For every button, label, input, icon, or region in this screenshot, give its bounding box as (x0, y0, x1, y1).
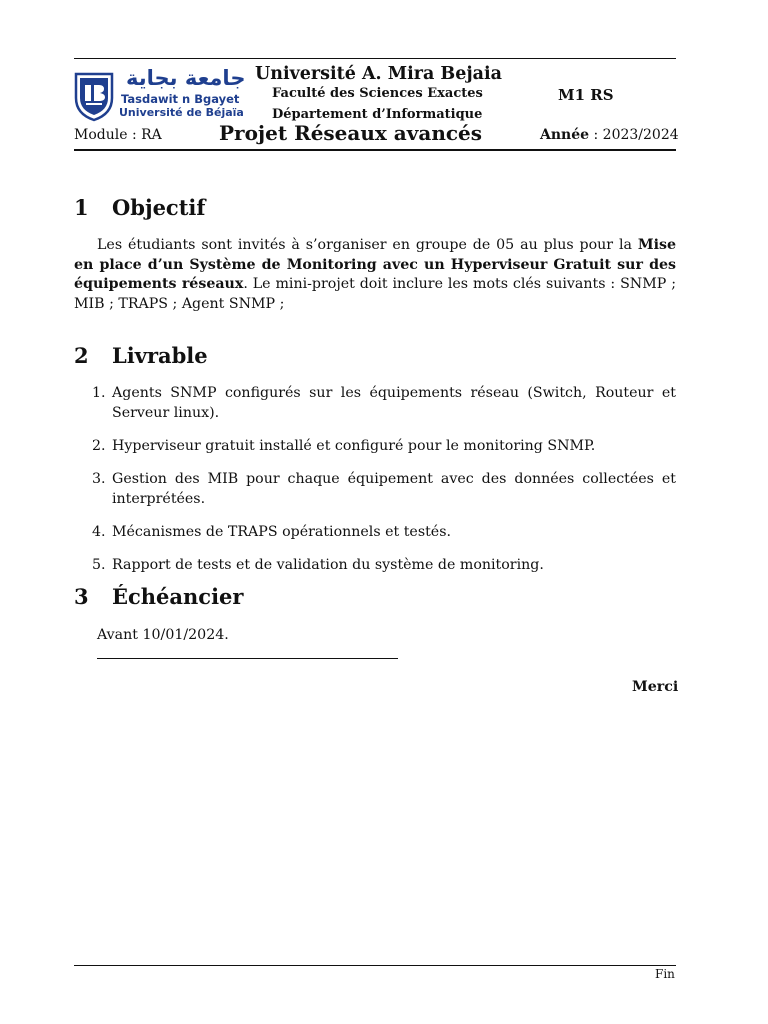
livrable-list (74, 384, 676, 589)
level-label: M1 RS (558, 86, 614, 104)
section-title: Échéancier (112, 584, 244, 609)
list-item-text: Agents SNMP configurés sur les équipements réseau (Switch, Routeur et Serveur linux). (112, 385, 676, 421)
objectif-text-before: Les étudiants sont invités à s’organiser en groupe de 05 au plus pour la (97, 237, 638, 253)
list-item-text: Hyperviseur gratuit installé et configuré pour le monitoring SNMP. (112, 437, 596, 454)
closing-text: Merci (632, 679, 679, 695)
university-name: Université A. Mira Bejaia (255, 64, 502, 84)
list-item (74, 384, 676, 423)
list-item-number: 3. (92, 470, 106, 487)
list-item (74, 556, 676, 576)
logo-line-1: Tasdawit n Bgayet (121, 92, 240, 106)
deadline-text: Avant 10/01/2024. (97, 627, 229, 643)
section-echeancier-heading (74, 584, 244, 609)
list-item-text: Rapport de tests et de validation du système de monitoring. (112, 556, 544, 573)
list-item (74, 523, 676, 543)
section-number: 2 (74, 343, 89, 368)
section-livrable-heading (74, 343, 208, 368)
header-bottom-rule (74, 149, 676, 151)
objectif-paragraph (74, 236, 676, 314)
list-item-number: 1. (92, 385, 106, 401)
department-name: Département d’Informatique (272, 107, 483, 122)
module-label: Module : RA (74, 127, 162, 143)
list-item-number: 2. (92, 437, 106, 454)
section-number: 1 (74, 195, 89, 220)
university-logo (72, 66, 246, 122)
university-seal-icon (72, 68, 116, 122)
footer-text: Fin (655, 967, 675, 981)
logo-arabic-text: جامعة بجاية (126, 66, 246, 90)
list-item-number: 4. (92, 523, 106, 540)
year-label (540, 127, 679, 143)
list-item-text: Gestion des MIB pour chaque équipement avec des données collectées et interprétées. (112, 470, 676, 507)
list-item-text: Mécanismes de TRAPS opérationnels et testés. (112, 523, 451, 540)
list-item (74, 470, 676, 509)
list-item-number: 5. (92, 556, 106, 573)
year-label-bold: Année (540, 127, 590, 143)
year-value: : 2023/2024 (589, 127, 679, 143)
deadline-underline (97, 658, 398, 659)
list-item (74, 437, 676, 457)
objectif-text-bold: Mise en place d’un Système de Monitoring avec un Hyperviseur Gratuit sur des équipements réseaux (74, 237, 676, 293)
faculty-name: Faculté des Sciences Exactes (272, 86, 483, 101)
section-number: 3 (74, 584, 89, 609)
section-title: Livrable (112, 343, 208, 368)
header-top-rule (74, 58, 676, 59)
logo-line-2: Université de Béjaïa (119, 106, 244, 119)
section-objectif-heading (74, 195, 205, 220)
objectif-text-after: . Le mini-projet doit inclure les mots clés suivants : SNMP ; MIB ; TRAPS ; Agent SNMP ; (74, 276, 676, 312)
section-title: Objectif (112, 195, 206, 220)
project-title: Projet Réseaux avancés (219, 121, 483, 145)
footer-rule (74, 965, 676, 966)
